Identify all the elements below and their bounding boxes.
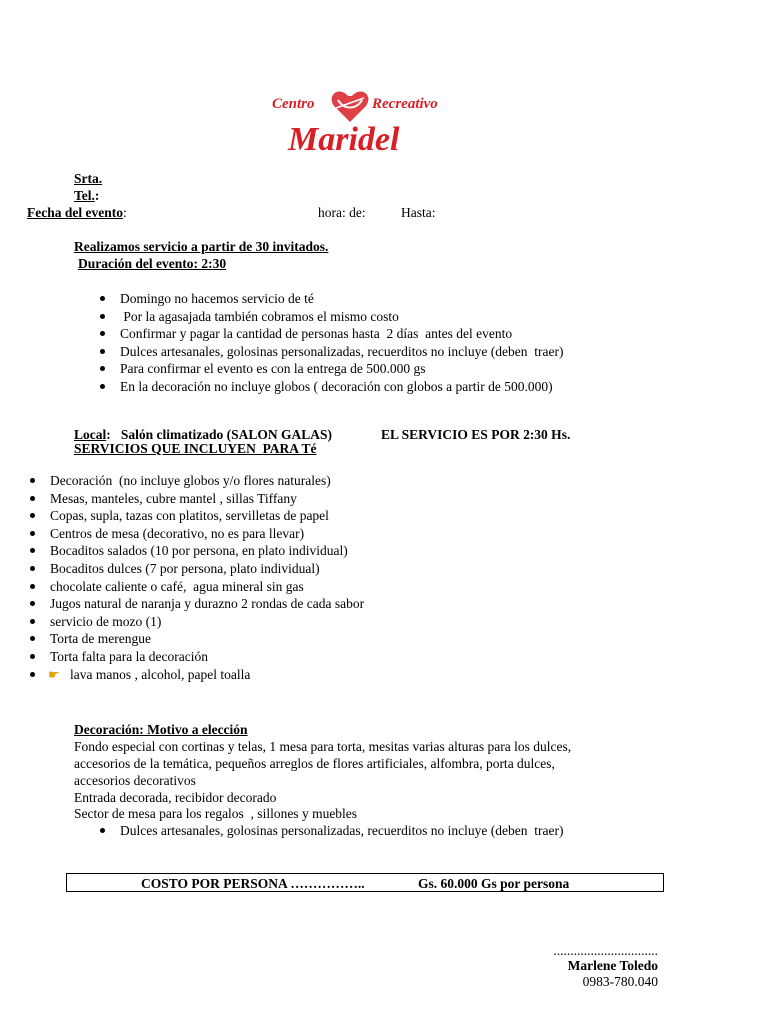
local-line: Local: Salón climatizado (SALON GALAS) [74,427,333,442]
list-item: Confirmar y pagar la cantidad de personas hasta 2 días antes del evento [120,325,563,343]
decoration-line: accesorios decorativos [74,773,196,788]
fecha-label: Fecha del evento: [27,205,127,220]
srta-label: Srta. [74,171,103,186]
list-item: Bocaditos salados (10 por persona, en plato individual) [50,542,364,560]
decoration-list [120,822,563,840]
logo-centro: Centro [272,96,315,112]
duration-text: Duración del evento: 2:30 [78,256,227,271]
decoration-line: Entrada decorada, recibidor decorado [74,790,277,805]
logo-maridel: Maridel [288,121,400,158]
includes-title: SERVICIOS QUE INCLUYEN PARA Té [74,441,317,456]
list-item: Jugos natural de naranja y durazno 2 rondas de cada sabor [50,595,364,613]
list-item: chocolate caliente o café, agua mineral sin gas [50,578,364,596]
maridel-logo [268,88,478,160]
decoration-title: Decoración: Motivo a elección [74,722,248,737]
hora-label: hora: de: [318,205,366,220]
list-item: Torta falta para la decoración [50,648,364,666]
signature-phone: 0983-780.040 [582,974,658,989]
includes-list [50,472,364,683]
list-item: Mesas, manteles, cubre mantel , sillas Tiffany [50,490,364,508]
list-item: Por la agasajada también cobramos el mismo costo [120,308,563,326]
list-item: Centros de mesa (decorativo, no es para llevar) [50,525,364,543]
list-item: En la decoración no incluye globos ( decoración con globos a partir de 500.000) [120,378,563,396]
cost-value: Gs. 60.000 Gs por persona [418,876,570,891]
pointing-hand-icon: ☛ [48,666,60,682]
list-item: Para confirmar el evento es con la entrega de 500.000 gs [120,360,563,378]
heart-emblem [332,91,369,122]
conditions-list [120,290,563,396]
cost-label: COSTO POR PERSONA …………….. [141,876,365,891]
logo-emblem-icon [268,88,478,160]
tel-label: Tel.: [74,188,100,203]
list-item: Decoración (no incluye globos y/o flores naturales) [50,472,364,490]
list-item: servicio de mozo (1) [50,613,364,631]
logo-recreativo: Recreativo [372,96,438,112]
decoration-line: accesorios de la temática, pequeños arreglos de flores artificiales, alfombra, porta dulces, [74,756,555,771]
list-item: Bocaditos dulces (7 por persona, plato individual) [50,560,364,578]
list-item: ☛ lava manos , alcohol, papel toalla [50,666,364,684]
list-item: Dulces artesanales, golosinas personalizadas, recuerditos no incluye (deben traer) [120,822,563,840]
decoration-line: Fondo especial con cortinas y telas, 1 mesa para torta, mesitas varias alturas para los dulces, [74,739,572,754]
hasta-label: Hasta: [401,205,436,220]
list-item: Domingo no hacemos servicio de té [120,290,563,308]
list-item: Copas, supla, tazas con platitos, servilletas de papel [50,507,364,525]
signature-dots: ............................... [553,943,658,958]
list-item: Dulces artesanales, golosinas personalizadas, recuerditos no incluye (deben traer) [120,343,563,361]
list-item: Torta de merengue [50,630,364,648]
signature-name: Marlene Toledo [567,958,658,973]
min-guests-text: Realizamos servicio a partir de 30 invitados. [74,239,329,254]
service-time-text: EL SERVICIO ES POR 2:30 Hs. [381,427,571,442]
decoration-line: Sector de mesa para los regalos , sillones y muebles [74,806,358,821]
